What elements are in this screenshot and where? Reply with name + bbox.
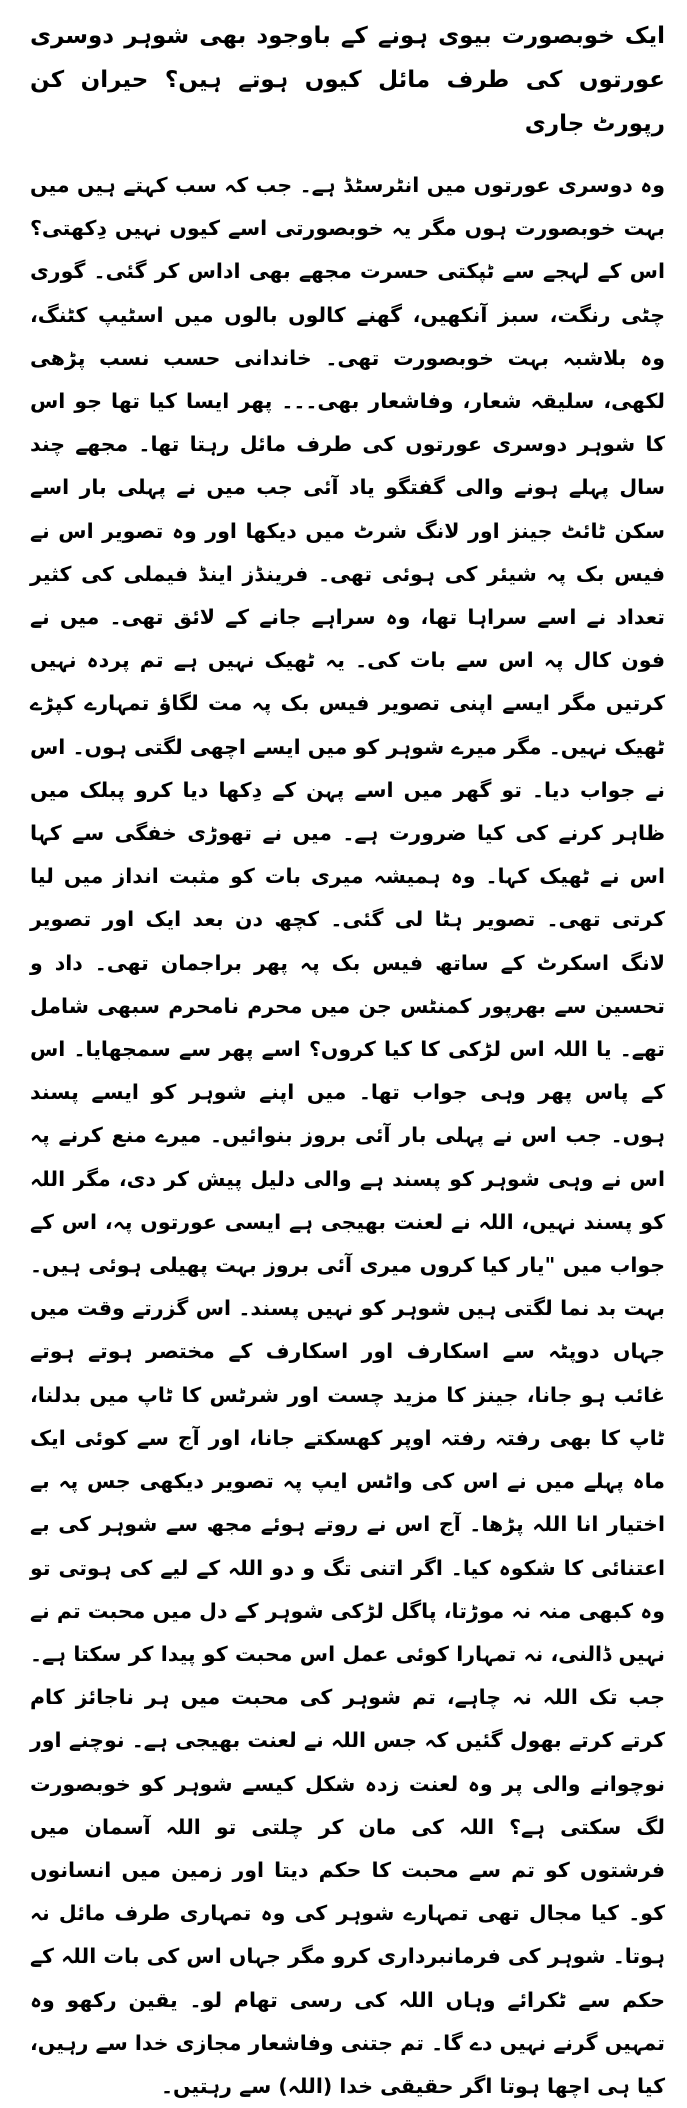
article-headline: ایک خوبصورت بیوی ہونے کے باوجود بھی شوہر دوسری عورتوں کی طرف مائل کیوں ہوتے ہیں؟ حیران کن رپورٹ جاری xyxy=(30,23,665,137)
article-body: وہ دوسری عورتوں میں انٹرسٹڈ ہے۔ جب کہ سب کہتے ہیں میں بہت خوبصورت ہوں مگر یہ خوبصورتی اسے کیوں نہیں دِکھتی؟ اس کے لہجے سے ٹپکتی حسرت مجھے بھی اداس کر گئی۔ گوری چٹی رنگت، سبز آنکھیں، گھنے کالوں بالوں میں اسٹیپ کٹنگ، وہ بلاشبہ بہت خوبصورت تھی۔ خاندانی حسب نسب پڑھی لکھی، سلیقہ شعار، وفاشعار بھی۔۔۔ پھر ایسا کیا تھا جو اس کا شوہر دوسری عورتوں کی طرف مائل رہتا تھا۔ مجھے چند سال پہلے ہونے والی گفتگو یاد آئی جب میں نے پہلی بار اسے سکن ٹائٹ جینز اور لانگ شرٹ میں دیکھا اور وہ تصویر اس نے فیس بک پہ شیئر کی ہوئی تھی۔ فرینڈز اینڈ فیملی کی کثیر تعداد نے اسے سراہا تھا، وہ سراہے جانے کے لائق تھی۔ میں نے فون کال پہ اس سے بات کی۔ یہ ٹھیک نہیں ہے تم پردہ نہیں کرتیں مگر ایسے اپنی تصویر فیس بک پہ مت لگاؤ تمہارے کپڑے ٹھیک نہیں۔ مگر میرے شوہر کو میں ایسے اچھی لگتی ہوں۔ اس نے جواب دیا۔ تو گھر میں اسے پہن کے دِکھا دیا کرو پبلک میں ظاہر کرنے کی کیا ضرورت ہے۔ میں نے تھوڑی خفگی سے کہا اس نے ٹھیک کہا۔ وہ ہمیشہ میری بات کو مثبت انداز میں لیا کرتی تھی۔ تصویر ہٹا لی گئی۔ کچھ دن بعد ایک اور تصویر لانگ اسکرٹ کے ساتھ فیس بک پہ پھر براجمان تھی۔ داد و تحسین سے بھرپور کمنٹس جن میں محرم نامحرم سبھی شامل تھے۔ یا اللہ اس لڑکی کا کیا کروں؟ اسے پھر سے سمجھایا۔ اس کے پاس پھر وہی جواب تھا۔ میں اپنے شوہر کو ایسے پسند ہوں۔ جب اس نے پہلی بار آئی بروز بنوائیں۔ میرے منع کرنے پہ اس نے وہی شوہر کو پسند ہے والی دلیل پیش کر دی، مگر اللہ کو پسند نہیں، اللہ نے لعنت بھیجی ہے ایسی عورتوں پہ، اس کے جواب میں "یار کیا کروں میری آئی بروز بہت پھیلی ہوئی ہیں۔ بہت بد نما لگتی ہیں شوہر کو نہیں پسند۔ اس گزرتے وقت میں جہاں دوپٹہ سے اسکارف اور اسکارف کے مختصر ہوتے ہوتے غائب ہو جانا، جینز کا مزید چست اور شرٹس کا ٹاپ میں بدلنا، ٹاپ کا بھی رفتہ رفتہ اوپر کھسکتے جانا، اور آج سے کوئی ایک ماہ پہلے میں نے اس کی واٹس ایپ پہ تصویر دیکھی جس پہ بے اختیار انا اللہ پڑھا۔ آج اس نے روتے ہوئے مجھ سے شوہر کی بے اعتنائی کا شکوہ کیا۔ اگر اتنی تگ و دو اللہ کے لیے کی ہوتی تو وہ کبھی منہ نہ موڑتا، پاگل لڑکی شوہر کے دل میں محبت تم نے نہیں ڈالنی، نہ تمہارا کوئی عمل اس محبت کو پیدا کر سکتا ہے۔ جب تک اللہ نہ چاہے، تم شوہر کی محبت میں ہر ناجائز کام کرتے کرتے بھول گئیں کہ جس اللہ نے لعنت بھیجی ہے۔ نوچنے اور نوچوانے والی پر وہ لعنت زدہ شکل کیسے شوہر کو خوبصورت لگ سکتی ہے؟ اللہ کی مان کر چلتی تو اللہ آسمان میں فرشتوں کو تم سے محبت کا حکم دیتا اور زمین میں انسانوں کو۔ کیا مجال تھی تمہارے شوہر کی وہ تمہاری طرف مائل نہ ہوتا۔ شوہر کی فرمانبرداری کرو مگر جہاں اس کی بات اللہ کے حکم سے ٹکرائے وہاں اللہ کی رسی تھام لو۔ یقین رکھو وہ تمہیں گرنے نہیں دے گا۔ تم جتنی وفاشعار مجازی خدا سے رہیں، کیا ہی اچھا ہوتا اگر حقیقی خدا (اللہ) سے رہتیں۔ xyxy=(30,173,665,2098)
